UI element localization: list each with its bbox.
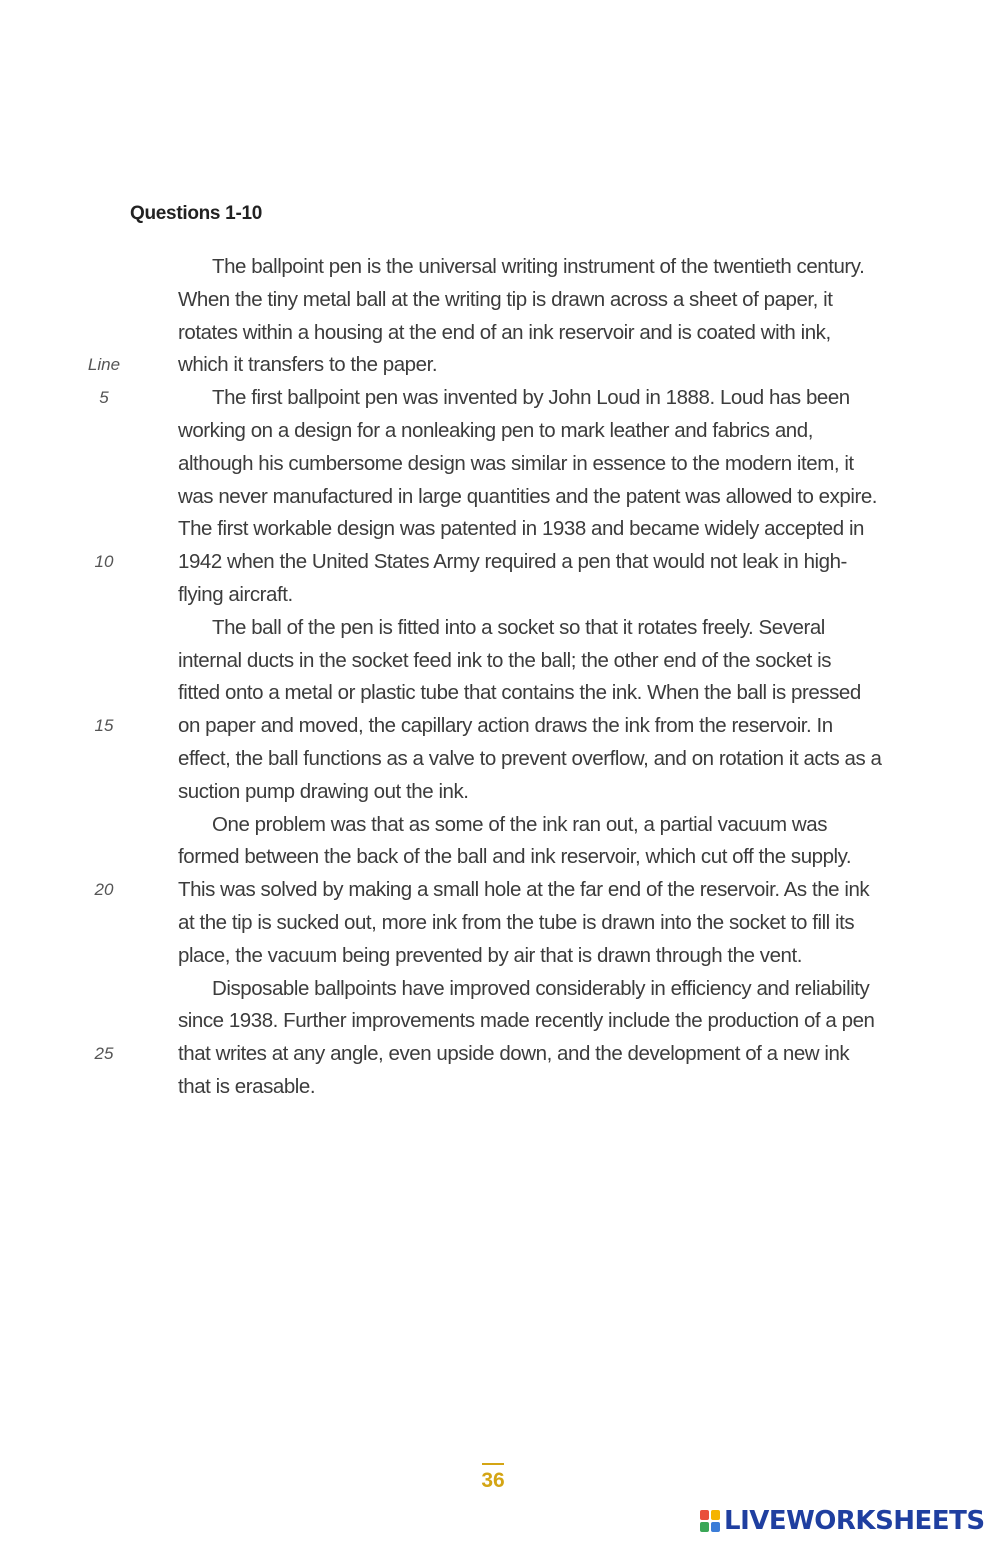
passage-line: When the tiny metal ball at the writing tip is drawn across a sheet of paper, it <box>178 287 833 311</box>
passage-line: was never manufactured in large quantities and the patent was allowed to expire. <box>178 484 878 508</box>
passage-line: on paper and moved, the capillary action draws the ink from the reservoir. In <box>178 714 833 738</box>
passage-line: The ball of the pen is fitted into a socket so that it rotates freely. Several <box>212 615 825 639</box>
passage-line: The ballpoint pen is the universal writing instrument of the twentieth century. <box>212 255 865 278</box>
passage-line: The first ballpoint pen was invented by John Loud in 1888. Loud has been <box>212 386 850 410</box>
line-number-label: 15 <box>94 716 114 736</box>
passage-line: suction pump drawing out the ink. <box>178 779 469 803</box>
passage-line: internal ducts in the socket feed ink to the ball; the other end of the socket is <box>178 648 831 672</box>
passage-line: One problem was that as some of the ink ran out, a partial vacuum was <box>212 812 828 836</box>
passage-line: working on a design for a nonleaking pen to mark leather and fabrics and, <box>178 419 813 442</box>
passage-line: The first workable design was patented in 1938 and became widely accepted in <box>178 517 865 541</box>
line-number-label: 10 <box>94 552 114 572</box>
line-number-label: 5 <box>99 388 109 408</box>
logo-square <box>711 1510 720 1520</box>
page-number: 36 <box>481 1469 505 1492</box>
passage-line: rotates within a housing at the end of an ink reservoir and is coated with ink, <box>178 320 831 344</box>
passage-line: since 1938. Further improvements made recently include the production of a pen <box>178 1009 875 1033</box>
passage-line: This was solved by making a small hole at the far end of the reservoir. As the ink <box>178 878 870 902</box>
liveworksheets-logo <box>700 1506 985 1536</box>
section-heading: Questions 1-10 <box>130 203 263 224</box>
passage-line: formed between the back of the ball and ink reservoir, which cut off the supply. <box>178 845 852 869</box>
passage-line: that is erasable. <box>178 1075 316 1098</box>
passage-line: although his cumbersome design was similar in essence to the modern item, it <box>178 451 854 475</box>
passage-line: Disposable ballpoints have improved considerably in efficiency and reliability <box>212 976 870 1000</box>
passage-line: effect, the ball functions as a valve to prevent overflow, and on rotation it acts as a <box>178 747 882 770</box>
passage-line: that writes at any angle, even upside down, and the development of a new ink <box>178 1042 850 1066</box>
passage-line: place, the vacuum being prevented by air that is drawn through the vent. <box>178 943 803 967</box>
logo-square <box>700 1522 709 1532</box>
liveworksheets-icon <box>700 1510 720 1532</box>
page-number-rule <box>482 1463 504 1465</box>
passage-line: which it transfers to the paper. <box>178 353 438 377</box>
line-number-label: Line <box>87 355 121 375</box>
brand-name: LIVEWORKSHEETS <box>724 1506 985 1536</box>
logo-square <box>700 1510 709 1520</box>
passage-line: flying aircraft. <box>178 583 293 606</box>
line-number-label: 20 <box>94 880 114 900</box>
passage-line: at the tip is sucked out, more ink from the tube is drawn into the socket to fill its <box>178 911 855 934</box>
passage-line: fitted onto a metal or plastic tube that contains the ink. When the ball is pressed <box>178 681 861 705</box>
line-number-label: 25 <box>94 1044 114 1064</box>
logo-square <box>711 1522 720 1532</box>
passage-line: 1942 when the United States Army required a pen that would not leak in high- <box>178 550 847 574</box>
page-footer <box>470 1463 516 1493</box>
